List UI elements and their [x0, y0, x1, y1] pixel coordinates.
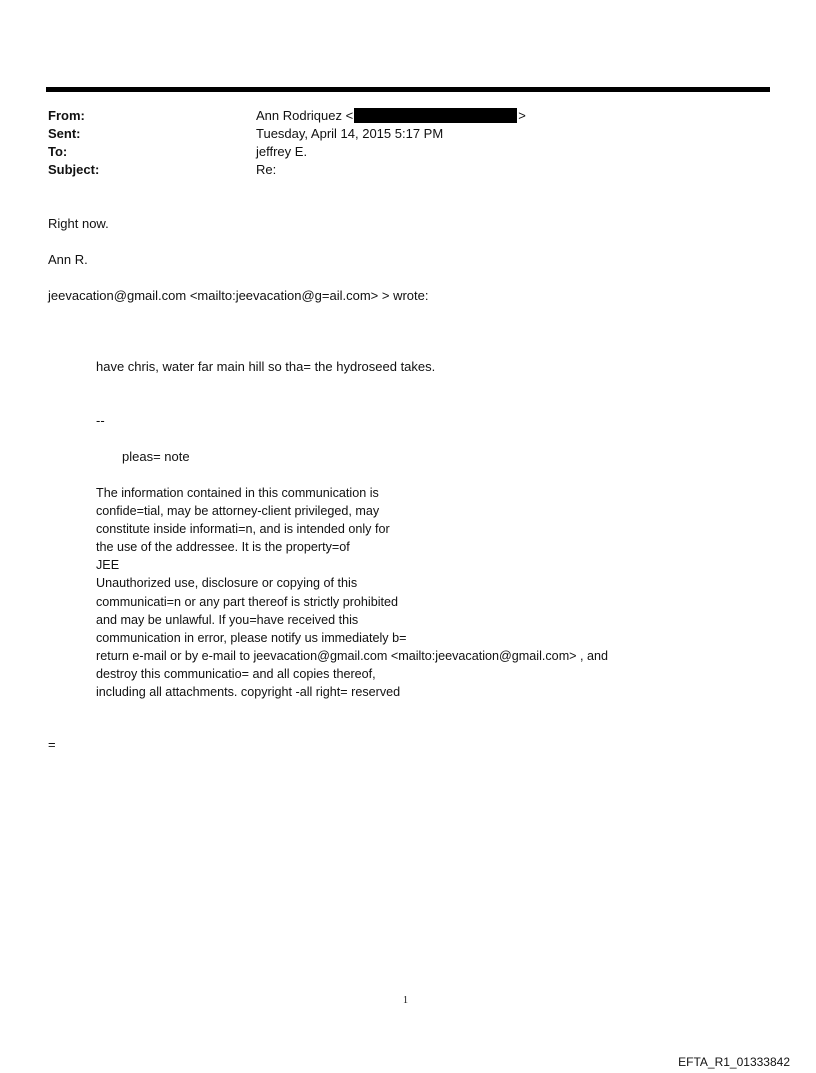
quoted-message: have chris, water far main hill so tha= the hydroseed takes.: [96, 359, 436, 374]
page-number: 1: [403, 995, 408, 1006]
to-value: jeffrey E.: [256, 144, 308, 159]
from-close: >: [518, 108, 526, 123]
trailing-char: =: [48, 737, 56, 752]
sent-label: Sent:: [48, 126, 81, 141]
reply-text: Right now.: [48, 216, 109, 231]
note-heading: pleas= note: [122, 449, 190, 464]
signature: Ann R.: [48, 252, 88, 267]
signature-separator: --: [96, 413, 105, 428]
sent-value: Tuesday, April 14, 2015 5:17 PM: [256, 126, 444, 141]
from-label: From:: [48, 108, 85, 123]
redaction-box: [354, 108, 517, 123]
from-name: Ann Rodriquez <: [256, 108, 354, 123]
header-rule: [46, 87, 770, 92]
subject-label: Subject:: [48, 162, 100, 177]
subject-value: Re:: [256, 162, 277, 177]
from-value: [256, 107, 526, 125]
bates-number: EFTA_R1_01333842: [678, 1055, 790, 1069]
to-label: To:: [48, 144, 68, 159]
confidentiality-disclaimer: The information contained in this communication is confide=tial, may be attorney-client privileged, may constitute inside informati=n, and is intended only for the use of the addressee. It is the property=of JEE Unauthorized use, disclosure or copying of this communicati=n or any part thereof is strictly prohibited and may be unlawful. If you=have received this communication in error, please notify us immediately b= return e-mail or by e-mail to jeevacation@gmail.com <mailto:jeevacation@gmail.com> , and destroy this communicatio= and all copies thereof, including all attachments. copyright -all right= reserved: [96, 486, 609, 700]
quote-attribution: jeevacation@gmail.com <mailto:jeevacation@g=ail.com> > wrote:: [48, 288, 429, 303]
